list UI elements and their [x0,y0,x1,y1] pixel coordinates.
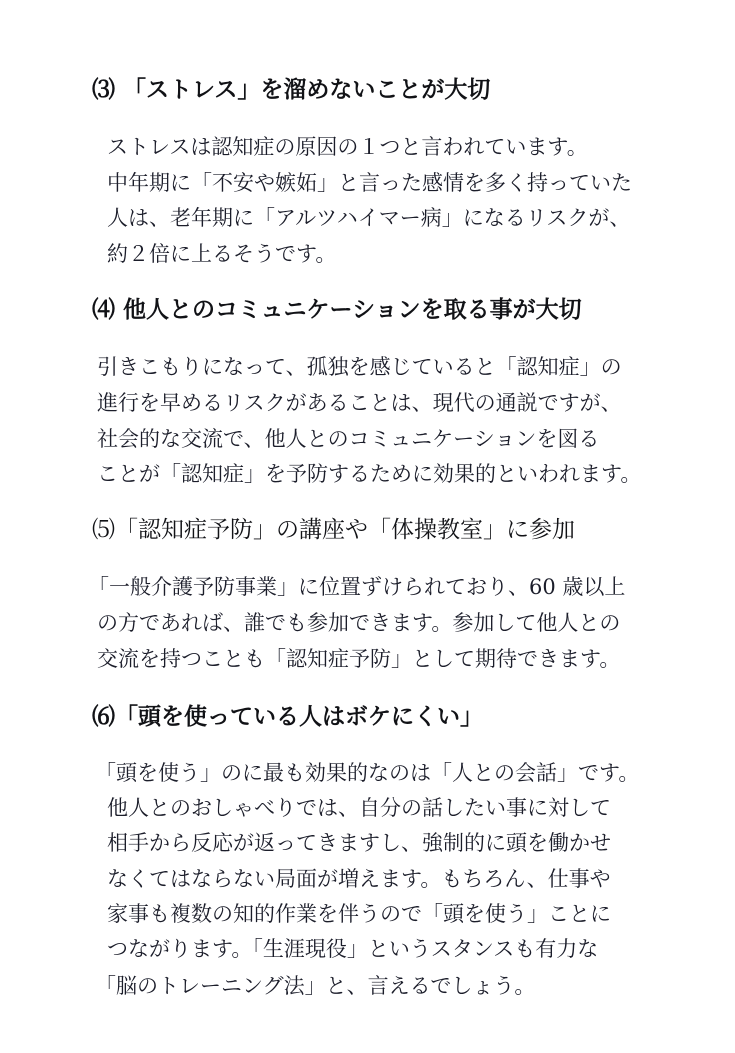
paragraph-line: の方であれば、誰でも参加できます。参加して他人との [97,611,621,635]
paragraph-line: ことが「認知症」を予防するために効果的といわれます。 [97,462,642,486]
paragraph-line: 「脳のトレーニング法」と、言えるでしょう。 [95,974,536,998]
paragraph-line: なくてはならない局面が増えます。もちろん、仕事や [107,867,611,891]
section-heading-prevention-course: ⑸「認知症予防」の講座や「体操教室」に参加 [92,517,575,543]
paragraph-line: 交流を持つことも「認知症予防」として期待できます。 [97,647,621,671]
paragraph-line: 約２倍に上るそうです。 [107,242,337,266]
paragraph-line: 引きこもりになって、孤独を感じていると「認知症」の [97,355,622,379]
section-heading-communication: ⑷ 他人とのコミュニケーションを取る事が大切 [92,296,582,323]
paragraph-line: 他人とのおしゃべりでは、自分の話したい事に対して [107,796,611,820]
paragraph-line: 進行を早めるリスクがあることは、現代の通説ですが、 [97,391,622,415]
section-heading-stress: ⑶ 「ストレス」を溜めないことが大切 [92,76,491,103]
paragraph-line: 中年期に「不安や嫉妬」と言った感情を多く持っていた [107,171,632,195]
paragraph-line: 「頭を使う」のに最も効果的なのは「人との会話」です。 [95,761,640,785]
section-heading-use-your-head: ⑹「頭を使っている人はボケにくい」 [92,703,483,730]
paragraph-line: 人は、老年期に「アルツハイマー病」になるリスクが、 [107,206,631,230]
paragraph-line: 「一般介護予防事業」に位置ずけられており、60 歳以上 [88,575,626,599]
paragraph-line: つながります。「生涯現役」というスタンスも有力な [107,937,599,961]
paragraph-line: 家事も複数の知的作業を伴うので「頭を使う」ことに [107,902,611,926]
paragraph-line: ストレスは認知症の原因の１つと言われています。 [107,135,588,159]
paragraph-line: 社会的な交流で、他人とのコミュニケーションを図る [97,427,600,451]
paragraph-line: 相手から反応が返ってきますし、強制的に頭を働かせ [107,831,611,855]
